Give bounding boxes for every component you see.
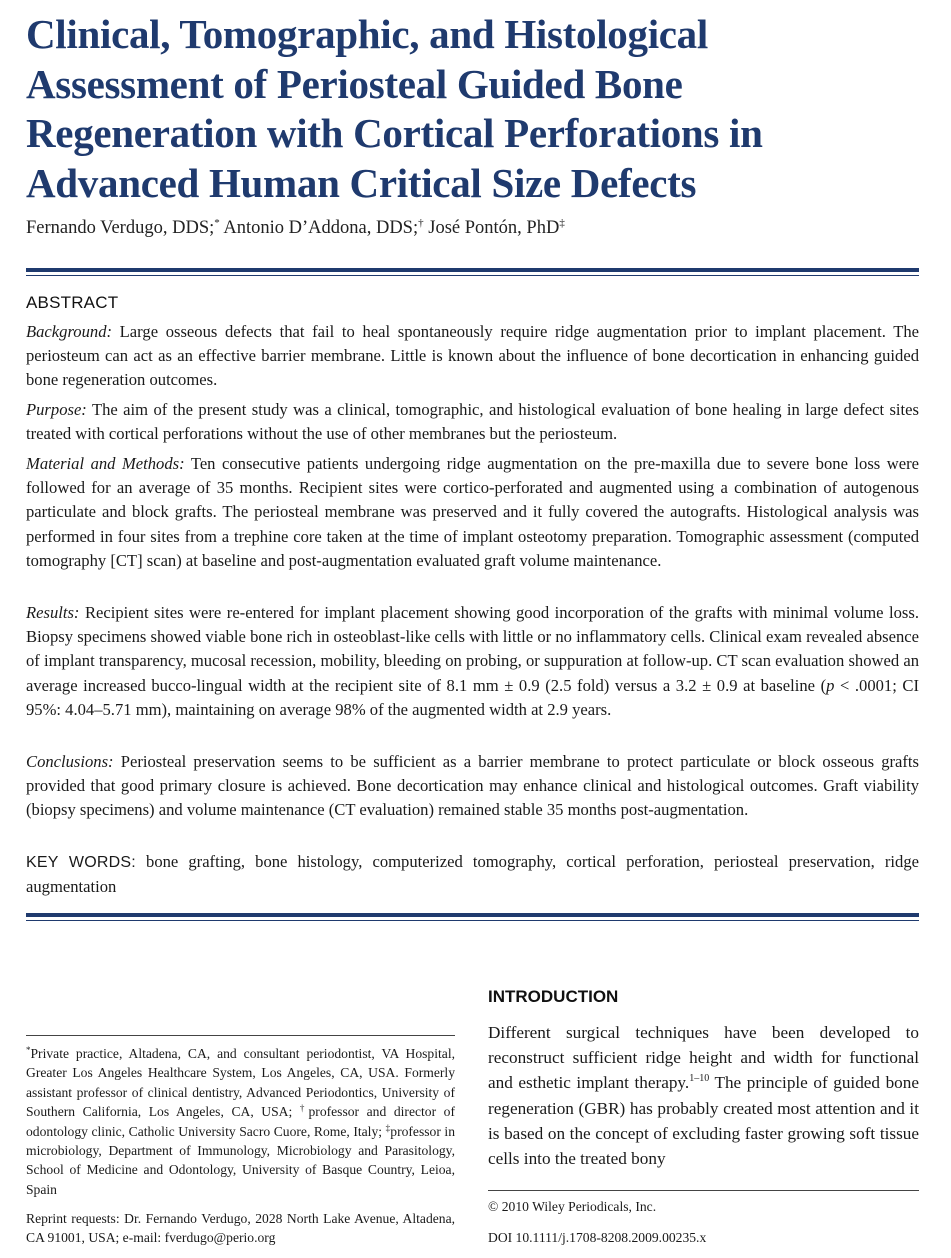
citation-ref: 1–10 [689,1073,710,1085]
section-text: Large osseous defects that fail to heal spontaneously require ridge augmentation prior to implant placement. The periosteum can act as an effective barrier membrane. Little is known about the influence of bone decortication in enhancing guided bone regeneration outcomes. [26,322,919,390]
author-name: Fernando Verdugo, DDS; [26,218,215,238]
intro-text-part: The principle of guided bone regeneration (GBR) has probably created most attention and it is based on the concept of excluding faster growing soft tissue cells into the treated bony [488,1073,919,1169]
section-text: Ten consecutive patients undergoing ridge augmentation on the pre-maxilla due to severe bone loss were followed for an average of 35 months. Recipient sites were cortico-perforated and augmented using a combination of autogenous particulate and block grafts. The periosteal membrane was preserved and it fully covered the autografts. Histological analysis was performed in four sites from a trephine core taken at the time of implant osteotomy preparation. Tomographic assessment (computed tomography [CT] scan) at baseline and post-augmentation evaluated graft volume maintenance. [26,454,919,570]
article-title: Clinical, Tomographic, and Histological Assessment of Periosteal Guided Bone Regeneration with Cortical Perforations in Advanced Human Critical Size Defects [26,11,763,206]
section-label: Background: [26,322,113,341]
intro-text-part: Different surgical techniques have been developed to reconstruct sufficient ridge height and width for functional and esthetic implant therapy. [488,1023,919,1093]
footnote-rule [26,1035,455,1036]
section-label: Conclusions: [26,752,114,771]
footnote-text: Private practice, Altadena, CA, and consultant periodontist, VA Hospital, Greater Los Angeles Healthcare System, Los Angeles, CA, USA. Formerly assistant professor of clinical dentistry, Advanced Periodontics, University of Southern California, Los Angeles, CA, USA; [26,1046,455,1120]
publisher-rule [488,1190,919,1191]
p-value-symbol: p [826,675,835,695]
section-label: Material and Methods: [26,454,185,473]
introduction-heading: INTRODUCTION [488,987,619,1006]
footnote-text: professor in microbiology, Department of Immunology, Microbiology and Parasitology, School of Medicine and Odontology, University of Basque Country, Leioa, Spain [26,1123,456,1197]
keywords [26,850,919,899]
introduction-text [488,1020,919,1171]
reprint-footnote: Reprint requests: Dr. Fernando Verdugo, 2028 North Lake Avenue, Altadena, CA 91001, USA; e-mail: fverdugo@perio.org [26,1211,455,1246]
doi: DOI 10.1111/j.1708-8208.2009.00235.x [488,1230,707,1245]
section-label: Results: [26,603,80,622]
section-text: < .0001; CI 95%: 4.04–5.71 mm), maintaining on average 98% of the augmented width at 2.9 years. [26,675,919,719]
abstract-top-rule [26,268,919,276]
author-name: Antonio D’Addona, DDS; [223,218,419,238]
copyright-notice: © 2010 Wiley Periodicals, Inc. [488,1199,657,1214]
affiliation-footnote [26,1044,455,1199]
section-text: The aim of the present study was a clinical, tomographic, and histological evaluation of bone healing in large defect sites treated with cortical perforations without the use of other membranes but the periosteum. [26,400,919,444]
author-mark: † [418,217,424,229]
abstract-results [26,601,919,722]
footnote-mark: † [299,1103,309,1114]
section-text: Periosteal preservation seems to be sufficient as a barrier membrane to protect particulate or block osseous grafts provided that good primary closure is achieved. Bone decortication may enhance clinical and histological outcomes. Graft viability (biopsy specimens) and volume maintenance (CT evaluation) remained stable 35 months post-augmentation. [26,752,920,820]
footnote-text: professor and director of odontology clinic, Catholic University Sacro Cuore, Rome, Italy; [26,1104,456,1139]
author-list [26,218,565,239]
footnote-mark: ‡ [385,1122,391,1133]
keywords-label: KEY WORDS: [26,854,136,871]
abstract-methods [26,452,919,573]
abstract-background [26,320,919,393]
author-mark: ‡ [559,217,565,229]
abstract-heading: ABSTRACT [26,293,119,312]
footnote-mark: * [26,1045,31,1055]
keywords-text: bone grafting, bone histology, computerized tomography, cortical perforation, periosteal preservation, ridge augmentation [26,852,919,897]
abstract-conclusions [26,750,919,823]
author-name: José Pontón, PhD [428,218,560,238]
abstract-bottom-rule [26,913,919,921]
abstract-purpose [26,398,919,446]
author-mark: * [214,217,220,229]
section-label: Purpose: [26,400,87,419]
section-text: Recipient sites were re-entered for implant placement showing good incorporation of the grafts with minimal volume loss. Biopsy specimens showed viable bone rich in osteoblast-like cells with little or no inflammatory cells. Clinical exam revealed absence of implant transparency, mucosal recession, mobility, bleeding on probing, or suppuration at follow-up. CT scan evaluation showed an average increased bucco-lingual width at the recipient site of 8.1 mm ± 0.9 (2.5 fold) versus a 3.2 ± 0.9 at baseline ( [26,603,919,695]
